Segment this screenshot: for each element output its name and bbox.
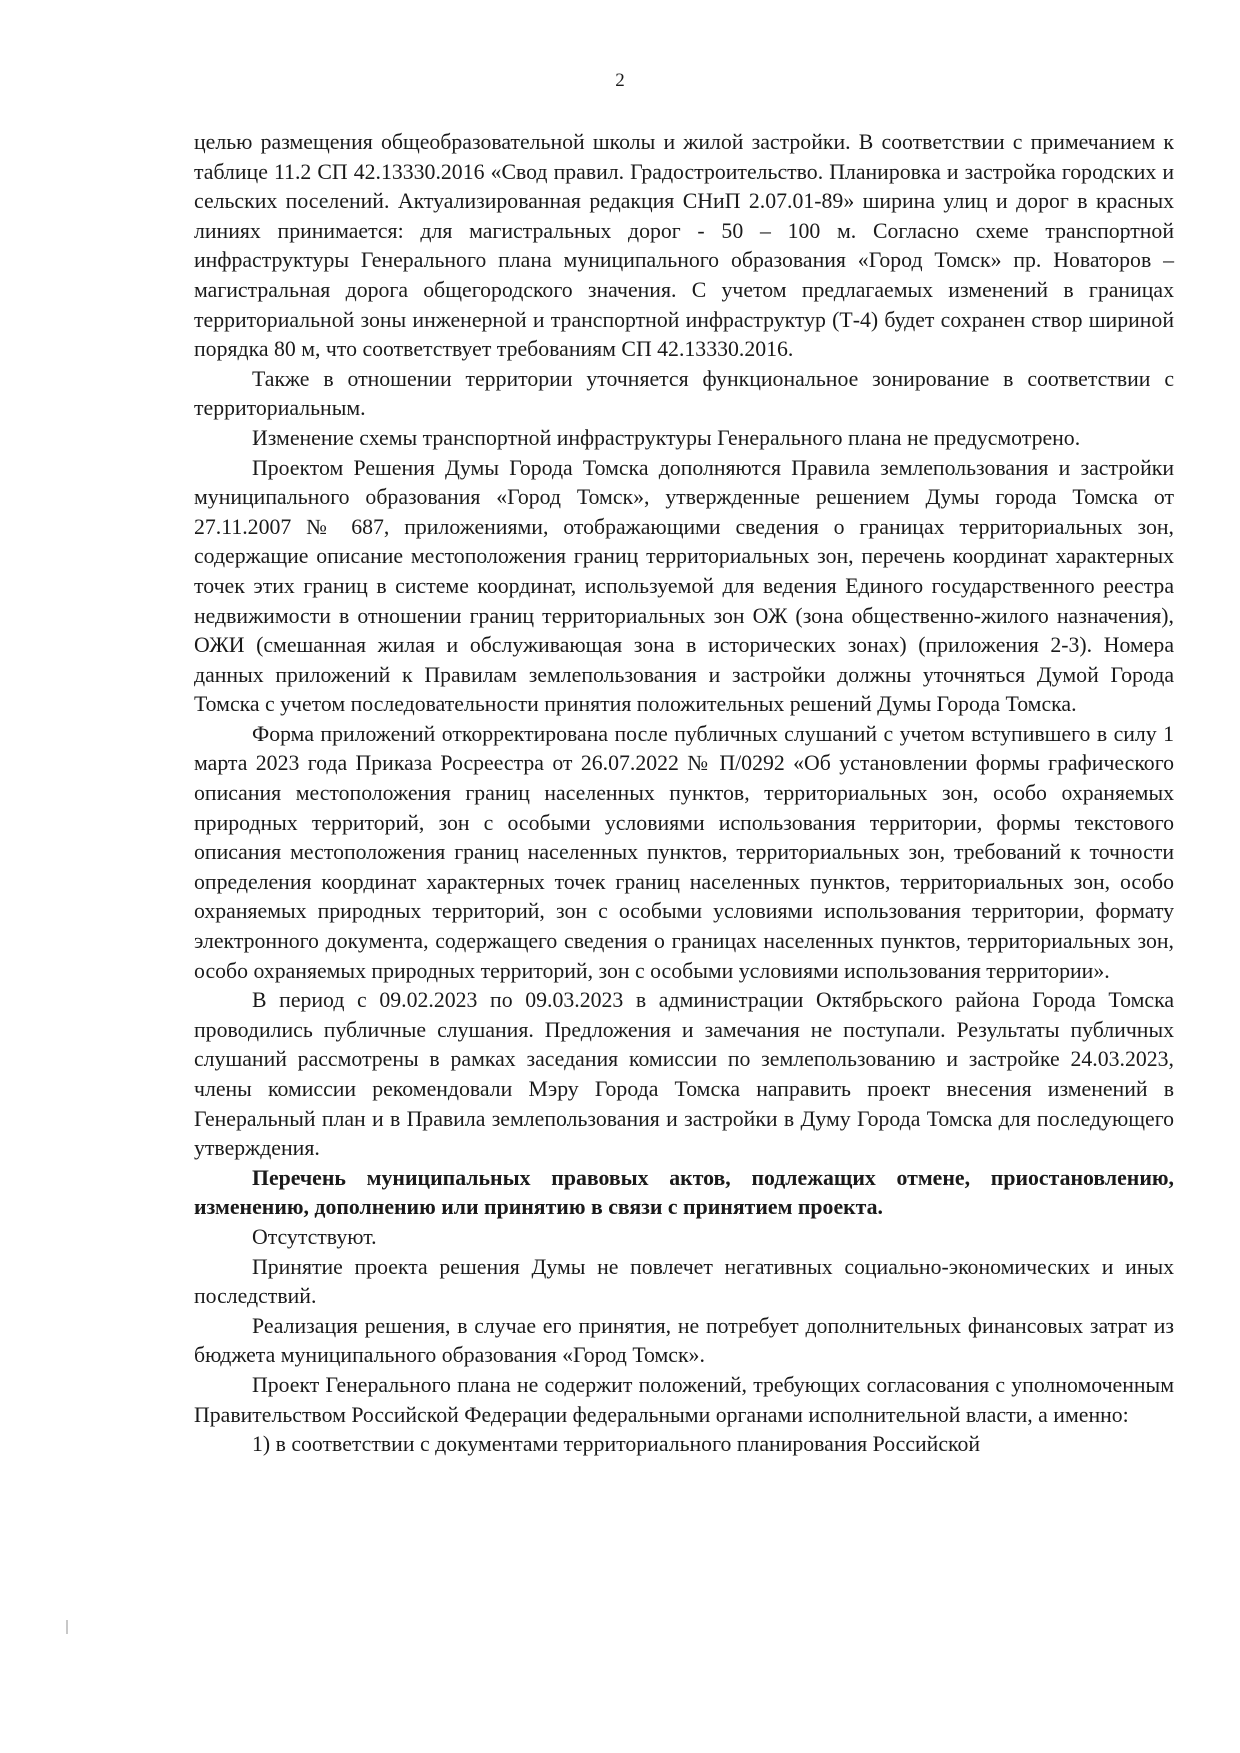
paragraph-consequences: Принятие проекта решения Думы не повлечет негативных социально-экономических и иных последствий. bbox=[194, 1254, 1174, 1309]
scan-margin-mark bbox=[66, 1620, 68, 1634]
paragraph-approval: Проект Генерального плана не содержит положений, требующих согласования с уполномоченным Правительством Российской Федерации федеральными органами исполнительной власти, а именно: bbox=[194, 1372, 1174, 1427]
paragraph-budget: Реализация решения, в случае его принятия, не потребует дополнительных финансовых затрат из бюджета муниципального образования «Город Томск». bbox=[194, 1313, 1174, 1368]
paragraph-appendix-form: Форма приложений откорректирована после публичных слушаний с учетом вступившего в силу 1 марта 2023 года Приказа Росреестра от 26.07.2022 № П/0292 «Об установлении формы графического описания местоположения границ населенных пунктов, территориальных зон, особо охраняемых природных территорий, зон с особыми условиями использования территории, формы текстового описания местоположения границ населенных пунктов, территориальных зон, требований к точности определения координат характерных точек границ населенных пунктов, территориальных зон, особо охраняемых природных территорий, зон с особыми условиями использования территории, формату электронного документа, содержащего сведения о границах населенных пунктов, территориальных зон, особо охраняемых природных территорий, зон с особыми условиями использования территории». bbox=[194, 721, 1174, 983]
page-number: 2 bbox=[615, 70, 625, 91]
document-body bbox=[194, 128, 1174, 1460]
paragraph-absent: Отсутствуют. bbox=[252, 1224, 377, 1249]
paragraph-continuation: целью размещения общеобразовательной школы и жилой застройки. В соответствии с примечанием к таблице 11.2 СП 42.13330.2016 «Свод правил. Градостроительство. Планировка и застройка городских и сельских поселений. Актуализированная редакция СНиП 2.07.01-89» ширина улиц и дорог в красных линиях принимается: для магистральных дорог - 50 – 100 м. Согласно схеме транспортной инфраструктуры Генерального плана муниципального образования «Город Томск» пр. Новаторов – магистральная дорога общегородского значения. С учетом предлагаемых изменений в границах территориальной зоны инженерной и транспортной инфраструктур (Т-4) будет сохранен створ шириной порядка 80 м, что соответствует требованиям СП 42.13330.2016. bbox=[194, 130, 1174, 362]
paragraph-land-use-rules: Проектом Решения Думы Города Томска дополняются Правила землепользования и застройки муниципального образования «Город Томск», утвержденные решением Думы города Томска от 27.11.2007 № 687, приложениями, отображающими сведения о границах территориальных зон, содержащие описание местоположения границ территориальных зон, перечень координат характерных точек этих границ в системе координат, используемой для ведения Единого государственного реестра недвижимости в отношении границ территориальных зон ОЖ (зона общественно-жилого назначения), ОЖИ (смешанная жилая и обслуживающая зона в исторических зонах) (приложения 2-3). Номера данных приложений к Правилам землепользования и застройки должны уточняться Думой Города Томска с учетом последовательности принятия положительных решений Думы Города Томска. bbox=[194, 455, 1174, 717]
heading-municipal-acts: Перечень муниципальных правовых актов, подлежащих отмене, приостановлению, изменению, дополнению или принятию в связи с принятием проекта. bbox=[194, 1165, 1174, 1220]
paragraph-functional-zoning: Также в отношении территории уточняется функциональное зонирование в соответствии с территориальным. bbox=[194, 366, 1174, 421]
paragraph-public-hearings: В период с 09.02.2023 по 09.03.2023 в администрации Октябрьского района Города Томска проводились публичные слушания. Предложения и замечания не поступали. Результаты публичных слушаний рассмотрены в рамках заседания комиссии по землепользованию и застройке 24.03.2023, члены комиссии рекомендовали Мэру Города Томска направить проект внесения изменений в Генеральный план и в Правила землепользования и застройки в Думу Города Томска для последующего утверждения. bbox=[194, 988, 1174, 1161]
paragraph-list-item-1: 1) в соответствии с документами территориального планирования Российской bbox=[252, 1432, 981, 1457]
paragraph-transport-scheme: Изменение схемы транспортной инфраструктуры Генерального плана не предусмотрено. bbox=[252, 425, 1081, 450]
